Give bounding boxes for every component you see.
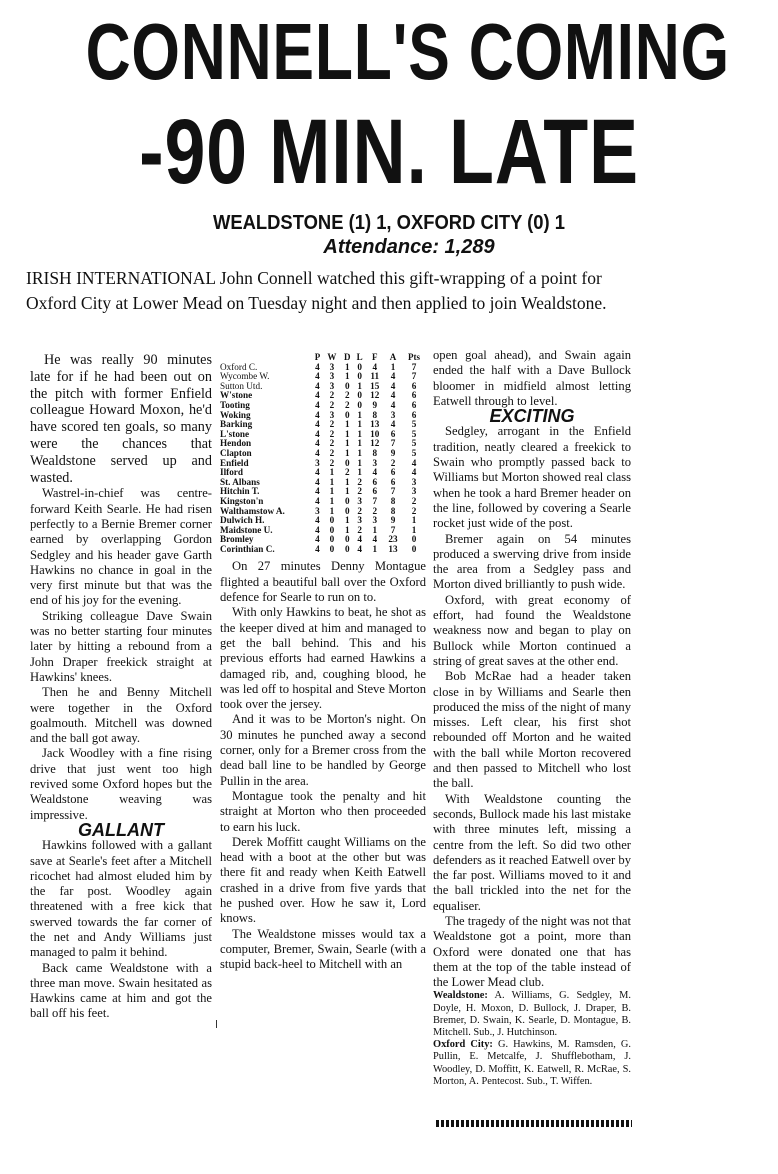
column-divider: [216, 1020, 217, 1028]
paragraph: open goal ahead), and Swain again ended the half with a Dave Bullock bloomer in midfield almost letting Eatwell through to level.: [433, 348, 631, 408]
stat-cell: 4: [315, 543, 320, 554]
stat-cell: 0: [357, 399, 362, 410]
stat-cell: 1: [357, 428, 362, 439]
stat-cell: 1: [329, 505, 335, 516]
header-cell: P: [314, 352, 321, 362]
stat-cell: 0: [344, 495, 350, 506]
stat-cell: 4: [390, 390, 396, 401]
stat-cell: 0: [357, 371, 362, 382]
league-table-row: [220, 545, 426, 555]
stat-cell: 0: [329, 524, 335, 535]
paragraph: The tragedy of the night was not that Wealdstone got a point, more than Oxford were donated one that has them at the top of the table instead of the Lower Mead club.: [433, 913, 631, 990]
stat-cell: 6: [372, 476, 378, 487]
stat-cell: 13: [370, 419, 380, 430]
stat-cell: 4: [390, 371, 396, 382]
stat-cell: 8: [390, 505, 396, 516]
stat-cell: 4: [357, 534, 362, 545]
stat-cell: 2: [357, 505, 362, 516]
stat-cell: 3: [315, 505, 320, 516]
stat-cell: 1: [390, 361, 396, 372]
stat-cell: 1: [372, 543, 378, 554]
team-name: Hitchin T.: [220, 486, 260, 497]
team-name: Tooting: [220, 399, 250, 410]
lineup-names: A. Williams, G. Sedgley, M. Doyle, H. Moxon, D. Bullock, J. Draper, B. Bremer, D. Swain, K. Searle, D. Montague, B. Mitchell. Sub., J. Hutchinson.: [433, 990, 631, 1039]
stat-cell: 2: [329, 447, 335, 458]
paragraph: Hawkins followed with a gallant save at Searle's feet after a Mitchell ricochet had almost eluded him by the far post. Woodley again threatened with a free kick that swerved towards the far corner of the net and Andy Williams just managed to palm it behind.: [30, 838, 212, 960]
stat-cell: 7: [390, 438, 396, 449]
stat-cell: 1: [344, 371, 350, 382]
stat-cell: 1: [357, 419, 362, 430]
stat-cell: 1: [357, 380, 362, 391]
league-table-row: [220, 420, 426, 430]
stat-cell: 4: [315, 399, 320, 410]
stat-cell: 12: [370, 390, 380, 401]
stat-cell: 8: [372, 409, 378, 420]
stat-cell: 2: [357, 524, 362, 535]
stat-cell: 2: [329, 419, 335, 430]
stat-cell: 7: [390, 524, 396, 535]
paragraph: Derek Moffitt caught Williams on the head with a boot at the other but was there fit and ready when Keith Eatwell crashed in a drive from five yards that he pushed over. How he saw it, Lord knows.: [220, 834, 426, 926]
team-name: Corinthian C.: [220, 543, 275, 554]
stat-cell: 1: [357, 438, 362, 449]
paragraph: The Wealdstone misses would tax a computer, Bremer, Swain, Searle (with a stupid back-heel to Mitchell with an: [220, 926, 426, 972]
stat-cell: 9: [372, 399, 378, 410]
team-name: Barking: [220, 419, 253, 430]
article-column-1: [30, 352, 212, 1022]
stat-cell: 4: [315, 361, 320, 372]
stat-cell: 5: [411, 438, 417, 449]
stat-cell: 3: [329, 380, 335, 391]
stat-cell: 10: [370, 428, 380, 439]
stat-cell: 3: [357, 515, 362, 526]
stat-cell: 2: [329, 390, 335, 401]
paragraph: Montague took the penalty and hit straight at Morton who then proceeded to earn his luck.: [220, 788, 426, 834]
stat-cell: 4: [315, 447, 320, 458]
team-name: Wycombe W.: [220, 371, 270, 382]
stat-cell: 4: [315, 515, 320, 526]
stat-cell: 9: [390, 447, 396, 458]
header-cell: L: [356, 352, 363, 362]
stat-cell: 3: [357, 495, 362, 506]
stat-cell: 3: [372, 515, 378, 526]
header-cell: W: [327, 352, 337, 362]
stat-cell: 4: [372, 534, 378, 545]
article-column-2: [220, 353, 426, 972]
league-table-row: [220, 449, 426, 459]
intro-paragraph: IRISH INTERNATIONAL John Connell watched this gift-wrapping of a point for Oxford City at Lower Mead on Tuesday night and then applied to join Wealdstone.: [26, 268, 607, 313]
subheading-gallant: GALLANT: [78, 819, 164, 840]
end-rule: [436, 1120, 632, 1127]
lineup-label: Wealdstone:: [433, 990, 488, 1002]
stat-cell: 2: [329, 438, 335, 449]
team-name: Maidstone U.: [220, 524, 273, 535]
stat-cell: 3: [411, 486, 417, 497]
stat-cell: 0: [329, 515, 335, 526]
lineup-label: Oxford City:: [433, 1039, 493, 1051]
stat-cell: 15: [370, 380, 380, 391]
stat-cell: 4: [315, 476, 320, 487]
stat-cell: 6: [411, 399, 417, 410]
stat-cell: 2: [344, 399, 350, 410]
paragraph: He was really 90 minutes late for if he had been out on the pitch with former Enfield colleague Howard Moxon, he'd have scored ten goals, so many were the chances that Wealdstone served up and wasted.: [30, 352, 212, 486]
league-table-row: [220, 391, 426, 401]
stat-cell: 0: [344, 409, 350, 420]
headline-line-1: CONNELL'S COMING: [85, 7, 730, 96]
stat-cell: 6: [390, 476, 396, 487]
team-name: W'stone: [220, 390, 253, 401]
stat-cell: 7: [411, 361, 417, 372]
stat-cell: 4: [315, 380, 320, 391]
stat-cell: 5: [411, 447, 417, 458]
stat-cell: 3: [329, 361, 335, 372]
header-cell: Pts: [408, 352, 421, 362]
stat-cell: 4: [315, 524, 320, 535]
stat-cell: 5: [411, 428, 417, 439]
paragraph: Then he and Benny Mitchell were together in the Oxford goalmouth. Mitchell was downed and the ball got away.: [30, 685, 212, 746]
paragraph: Sedgley, arrogant in the Enfield tradition, neatly cleared a freekick to Swain who promptly passed back to Williams but Morton showed real class when he took a hard Bremer header on the line, followed by covering a Searle rocket just wide of the post.: [433, 424, 631, 531]
stat-cell: 2: [372, 505, 378, 516]
attendance-line: Attendance: 1,289: [323, 236, 495, 258]
stat-cell: 1: [411, 515, 417, 526]
paragraph: On 27 minutes Denny Montague flighted a beautiful ball over the Oxford defence for Searle to run on to.: [220, 559, 426, 605]
stat-cell: 2: [357, 476, 362, 487]
stat-cell: 2: [390, 457, 396, 468]
stat-cell: 2: [329, 428, 335, 439]
stat-cell: 2: [344, 467, 350, 478]
stat-cell: 7: [390, 486, 396, 497]
stat-cell: 6: [390, 467, 396, 478]
stat-cell: 4: [411, 457, 417, 468]
paragraph: Striking colleague Dave Swain was no better starting four minutes later by hitting a rebound from a John Draper freekick straight at Hawkins' knees.: [30, 608, 212, 684]
paragraph: Back came Wealdstone with a three man move. Swain hesitated as Hawkins came at him and got the ball off his feet.: [30, 960, 212, 1021]
team-name: Enfield: [220, 457, 249, 468]
stat-cell: 0: [329, 534, 335, 545]
stat-cell: 0: [344, 457, 350, 468]
stat-cell: 1: [344, 515, 350, 526]
stat-cell: 6: [411, 380, 417, 391]
stat-cell: 6: [390, 428, 396, 439]
team-name: Dulwich H.: [220, 515, 265, 526]
team-name: Woking: [220, 409, 251, 420]
stat-cell: 3: [411, 476, 417, 487]
headline-line-2: -90 MIN. LATE: [139, 101, 639, 203]
team-name: Sutton Utd.: [220, 380, 263, 391]
stat-cell: 1: [357, 409, 362, 420]
stat-cell: 0: [344, 534, 350, 545]
team-name: Bromley: [220, 534, 254, 545]
stat-cell: 23: [388, 534, 398, 545]
stat-cell: 4: [315, 495, 320, 506]
lineup-oxford: [433, 1039, 631, 1088]
stat-cell: 0: [357, 361, 362, 372]
header-cell: A: [389, 352, 397, 362]
stat-cell: 1: [344, 419, 350, 430]
stat-cell: 4: [315, 534, 320, 545]
stat-cell: 5: [411, 419, 417, 430]
stat-cell: 4: [390, 380, 396, 391]
stat-cell: 1: [344, 476, 350, 487]
stat-cell: 3: [329, 409, 335, 420]
stat-cell: 12: [370, 438, 380, 449]
stat-cell: 4: [390, 419, 396, 430]
stat-cell: 1: [357, 447, 362, 458]
stat-cell: 2: [329, 399, 335, 410]
stat-cell: 1: [357, 467, 362, 478]
team-name: Kingston'n: [220, 495, 264, 506]
paragraph: Oxford, with great economy of effort, had found the Wealdstone weakness now and began to play on Bullock while Morton continued a string of great saves at the other end.: [433, 592, 631, 668]
team-name: Ilford: [220, 467, 243, 478]
stat-cell: 2: [411, 505, 417, 516]
stat-cell: 4: [372, 467, 378, 478]
stat-cell: 9: [390, 515, 396, 526]
stat-cell: 1: [344, 486, 350, 497]
stat-cell: 2: [411, 495, 417, 506]
stat-cell: 0: [344, 543, 350, 554]
stat-cell: 1: [411, 524, 417, 535]
stat-cell: 4: [315, 409, 320, 420]
stat-cell: 13: [388, 543, 398, 554]
team-name: Hendon: [220, 438, 252, 449]
stat-cell: 6: [411, 409, 417, 420]
paragraph: Bob McRae had a header taken close in by Williams and Searle then produced the miss of the night of many misses. Left clear, his first shot rebounded off Morton and he waited with the ball while Morton recovered and then passed to Mitchell who lost the ball.: [433, 669, 631, 791]
stat-cell: 6: [411, 390, 417, 401]
team-name: Clapton: [220, 447, 252, 458]
stat-cell: 0: [344, 380, 350, 391]
stat-cell: 4: [411, 467, 417, 478]
stat-cell: 8: [372, 447, 378, 458]
left-margin-edge: [0, 0, 30, 1174]
team-name: Walthamstow A.: [220, 505, 285, 516]
score-line: WEALDSTONE (1) 1, OXFORD CITY (0) 1: [212, 212, 566, 234]
stat-cell: 4: [315, 390, 320, 401]
header-cell: D: [344, 352, 351, 362]
stat-cell: 1: [329, 495, 335, 506]
paragraph: With only Hawkins to beat, he shot as the keeper dived at him and managed to get the ball behind. This and his previous efforts had earned Hawkins a damaged rib, and, coughing blood, he was led off to hospital and Steve Morton took over the jersey.: [220, 605, 426, 712]
stat-cell: 0: [411, 543, 417, 554]
team-name: L'stone: [220, 428, 250, 439]
paragraph: And it was to be Morton's night. On 30 minutes he punched away a second corner, only for a Bremer cross from the dead ball line to be handled by George Pullin in the area.: [220, 712, 426, 788]
right-margin: [760, 0, 778, 1174]
article-column-3: [433, 348, 631, 1088]
stat-cell: 2: [344, 390, 350, 401]
stat-cell: 4: [357, 543, 362, 554]
stat-cell: 7: [411, 371, 417, 382]
stat-cell: 1: [344, 428, 350, 439]
stat-cell: 4: [315, 467, 320, 478]
stat-cell: 4: [315, 438, 320, 449]
stat-cell: 1: [329, 476, 335, 487]
stat-cell: 0: [357, 390, 362, 401]
stat-cell: 3: [372, 457, 378, 468]
stat-cell: 4: [315, 419, 320, 430]
paragraph: With Wealdstone counting the seconds, Bullock made his last mistake with three minutes left, missing a centre from the left. So did two other defenders as it reached Eatwell over by the far post. Williams moved to it and the ball trickled into the net for the equaliser.: [433, 791, 631, 913]
league-table: [220, 353, 426, 554]
stat-cell: 3: [390, 409, 396, 420]
stat-cell: 1: [344, 438, 350, 449]
paragraph: Jack Woodley with a fine rising drive that just went too high revived some Oxford hopes but the Wealdstone weaving was impressive.: [30, 746, 212, 822]
lineup-names: G. Hawkins, M. Ramsden, G. Pullin, E. Metcalfe, J. Shufflebotham, J. Woodley, D. Moffitt, K. Eatwell, R. McRae, S. Morton, A. Pentecost. Sub., T. Wiffen.: [433, 1039, 631, 1087]
header-cell: F: [372, 352, 378, 362]
stat-cell: 3: [315, 457, 320, 468]
team-name: Oxford C.: [220, 361, 258, 372]
stat-cell: 1: [357, 457, 362, 468]
stat-cell: 11: [370, 371, 380, 382]
lineup-wealdstone: [433, 990, 631, 1039]
stat-cell: 6: [372, 486, 378, 497]
stat-cell: 4: [315, 486, 320, 497]
subheading-exciting: EXCITING: [489, 406, 575, 427]
paragraph: Wastrel-in-chief was centre-forward Keith Searle. He had risen perfectly to a Bernie Bremer corner earned by overlapping Gordon Sedgley and his header gave Garth Hawkins no chance in goal in the very first minute but that was the end of his joy for the evening.: [30, 486, 212, 608]
stat-cell: 4: [315, 428, 320, 439]
stat-cell: 3: [329, 371, 335, 382]
stat-cell: 4: [315, 371, 320, 382]
stat-cell: 0: [329, 543, 335, 554]
stat-cell: 1: [329, 486, 335, 497]
stat-cell: 1: [344, 447, 350, 458]
team-name: St. Albans: [220, 476, 260, 487]
stat-cell: 1: [329, 467, 335, 478]
league-table-row: [220, 459, 426, 469]
paragraph: Bremer again on 54 minutes produced a swerving drive from inside the area from a Sedgley pass and Morton dived brilliantly to push wide.: [433, 531, 631, 592]
stat-cell: 4: [390, 399, 396, 410]
stat-cell: 0: [344, 505, 350, 516]
stat-cell: 1: [344, 361, 350, 372]
stat-cell: 0: [411, 534, 417, 545]
stat-cell: 7: [372, 495, 378, 506]
stat-cell: 4: [372, 361, 378, 372]
stat-cell: 8: [390, 495, 396, 506]
stat-cell: 1: [372, 524, 378, 535]
stat-cell: 2: [329, 457, 335, 468]
stat-cell: 2: [357, 486, 362, 497]
stat-cell: 1: [344, 524, 350, 535]
